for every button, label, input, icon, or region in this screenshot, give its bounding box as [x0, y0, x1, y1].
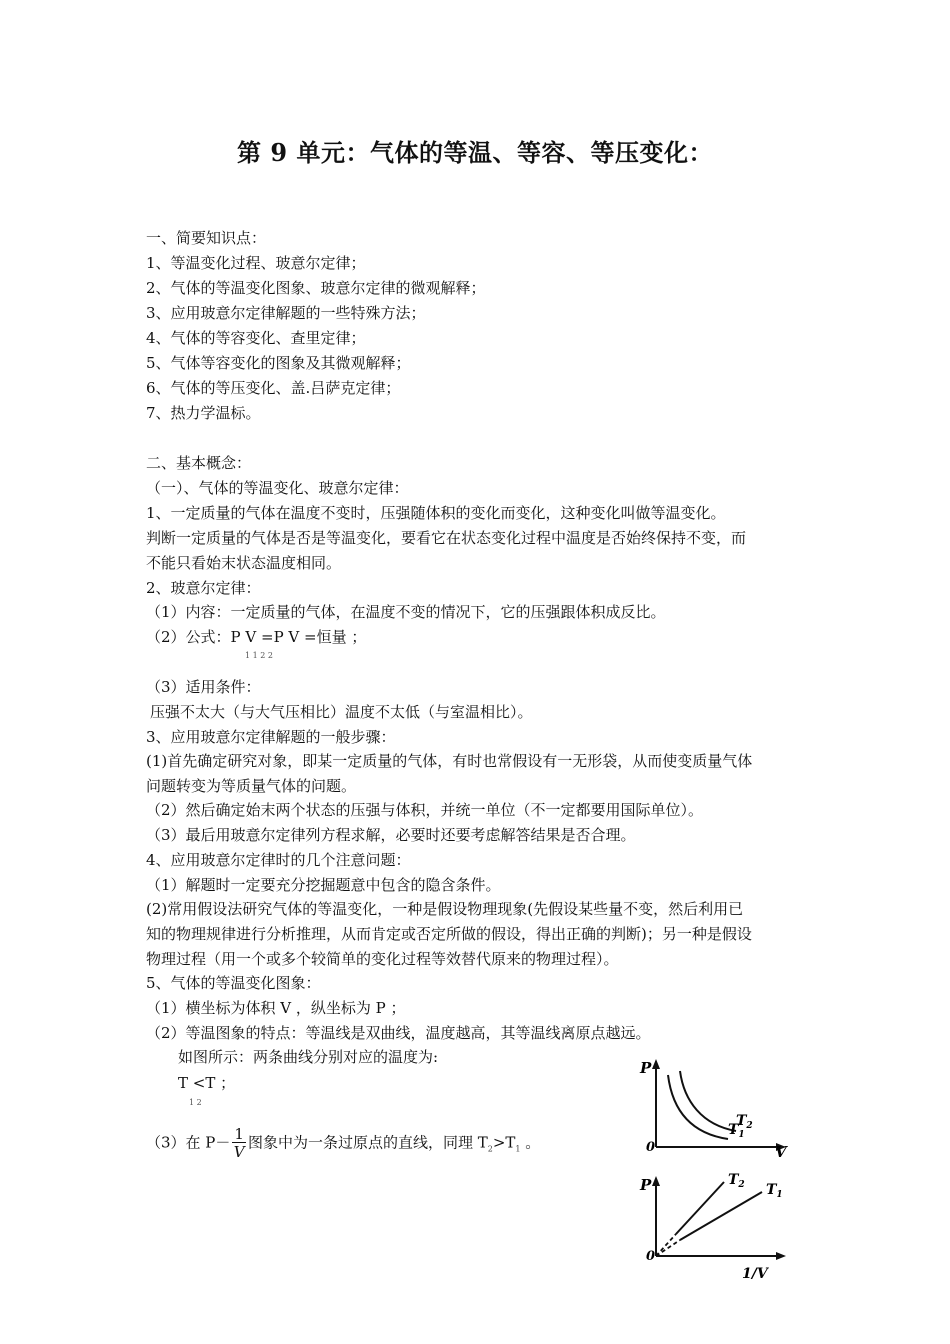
law-content: （1）内容：一定质量的气体，在温度不变的情况下，它的压强跟体积成反比。 [146, 603, 666, 621]
figure-caption: 如图所示：两条曲线分别对应的温度为: [178, 1048, 439, 1066]
y-axis-label: P [640, 1059, 652, 1077]
subscript: 2 [487, 1144, 493, 1154]
isotherm-t1 [668, 1075, 728, 1139]
line-t1-extrapolation [656, 1240, 680, 1256]
text-segment: （3）在 P－ [146, 1133, 231, 1152]
subscript: 1 [515, 1144, 521, 1154]
graph-heading: 5、气体的等温变化图象： [146, 974, 321, 992]
law-formula: （2）公式：P V =P V =恒量 ； [146, 628, 367, 646]
fraction [232, 1126, 246, 1161]
origin-label: 0 [646, 1249, 656, 1264]
paragraph-line: （2）等温图象的特点：等温线是双曲线，温度越高，其等温线离原点越远。 [146, 1024, 651, 1042]
paragraph-line: 问题转变为等质量气体的问题。 [146, 777, 357, 795]
isotherm-pv-graph [632, 1055, 792, 1160]
paragraph-line: (1)首先确定研究对象，即某一定质量的气体，有时也常假设有一无形袋，从而使变质量气体 [146, 752, 753, 770]
line-t2-extrapolation [656, 1234, 676, 1256]
list-item: 1、等温变化过程、玻意尔定律； [146, 254, 366, 272]
paragraph-line: 判断一定质量的气体是否是等温变化，要看它在状态变化过程中温度是否始终保持不变，而 [146, 529, 747, 547]
list-item: 7、热力学温标。 [146, 404, 261, 422]
temperature-relation: T <T ； [178, 1074, 236, 1092]
curve-label-t2: $T_2$ [736, 1113, 753, 1131]
origin-label: 0 [646, 1140, 656, 1155]
law-heading: 2、玻意尔定律： [146, 579, 261, 597]
x-axis-arrow [776, 1252, 786, 1260]
x-axis-label: 1/V [742, 1266, 768, 1282]
line-t2 [676, 1182, 724, 1234]
list-item: 6、气体的等压变化、盖.吕萨克定律； [146, 379, 401, 397]
section2-heading: 二、基本概念： [146, 454, 252, 472]
p-inverse-v-graph [632, 1170, 792, 1285]
paragraph-line: （1）横坐标为体积 V ，纵坐标为 P ； [146, 999, 406, 1017]
text-segment: 。 [520, 1133, 541, 1152]
notes-heading: 4、应用玻意尔定律时的几个注意问题： [146, 851, 411, 869]
paragraph-line: (2)常用假设法研究气体的等温变化，一种是假设物理现象(先假设某些量不变，然后利用已 [146, 900, 744, 918]
list-item: 2、气体的等温变化图象、玻意尔定律的微观解释； [146, 279, 486, 297]
line-label-t2: $T_2$ [728, 1172, 745, 1190]
x-axis-label: V [775, 1143, 787, 1160]
text-segment: 图象中为一条过原点的直线，同理 T [247, 1133, 488, 1152]
section1-heading: 一、简要知识点： [146, 229, 267, 247]
paragraph-line: 知的物理规律进行分析推理，从而肯定或否定所做的假设，得出正确的判断)；另一种是假设 [146, 925, 752, 943]
text-segment: >T [492, 1133, 516, 1152]
fraction-denominator: V [233, 1143, 245, 1161]
temperature-subscripts: 1 2 [189, 1098, 202, 1107]
list-item: 5、气体等容变化的图象及其微观解释； [146, 354, 411, 372]
line-label-t1: $T_1$ [766, 1182, 783, 1200]
curve-label-t1: $T_1$ [728, 1122, 745, 1140]
y-axis-arrow [652, 1176, 660, 1186]
page-title: 第 9 单元：气体的等温、等容、等压变化： [237, 138, 713, 167]
steps-heading: 3、应用玻意尔定律解题的一般步骤： [146, 728, 396, 746]
list-item: 4、气体的等容变化、查里定律； [146, 329, 366, 347]
part1-heading: （一）、气体的等温变化、玻意尔定律： [146, 479, 409, 497]
formula-subscripts: 1 1 2 2 [245, 651, 273, 660]
paragraph-line: 物理过程（用一个或多个较简单的变化过程等效替代原来的物理过程）。 [146, 950, 619, 968]
list-item: 3、应用玻意尔定律解题的一些特殊方法； [146, 304, 426, 322]
condition-heading: （3）适用条件： [146, 678, 261, 696]
paragraph-line: 1、一定质量的气体在温度不变时，压强随体积的变化而变化，这种变化叫做等温变化。 [146, 504, 726, 522]
condition-text: 压强不太大（与大气压相比）温度不太低（与室温相比）。 [150, 703, 533, 721]
fraction-numerator: 1 [234, 1125, 244, 1143]
paragraph-line: 不能只看始末状态温度相同。 [146, 554, 342, 572]
y-axis-label: P [640, 1176, 652, 1194]
paragraph-line: （2）然后确定始末两个状态的压强与体积，并统一单位（不一定都要用国际单位）。 [146, 801, 704, 819]
y-axis-arrow [652, 1059, 660, 1069]
paragraph-line: （1）解题时一定要充分挖掘题意中包含的隐含条件。 [146, 876, 501, 894]
paragraph-line: （3）最后用玻意尔定律列方程求解，必要时还要考虑解答结果是否合理。 [146, 826, 636, 844]
